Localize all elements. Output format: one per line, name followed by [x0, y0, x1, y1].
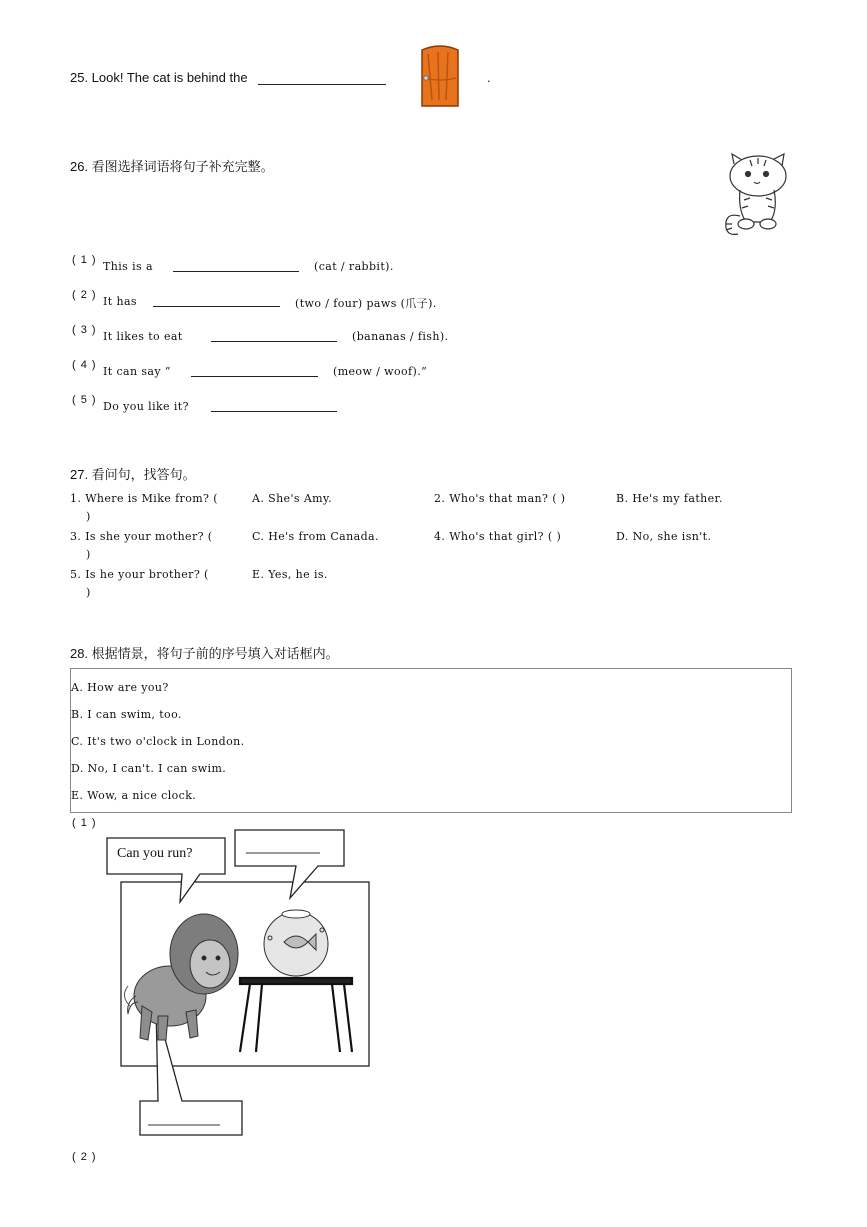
q26-item2-blank[interactable] — [153, 294, 280, 307]
q26-item4-suffix: (meow / woof).” — [333, 365, 428, 378]
q26-item4-blank[interactable] — [191, 364, 318, 377]
q28-option-c: C. It's two o'clock in London. — [71, 735, 245, 748]
q26-item2-prefix: It has — [103, 295, 137, 308]
q27-answer-c: C. He's from Canada. — [252, 530, 379, 543]
q27-question-1[interactable]: 1. Where is Mike from? ( — [70, 492, 218, 505]
q27-answer-d: D. No, she isn't. — [616, 530, 712, 543]
q28-option-a: A. How are you? — [71, 681, 169, 694]
q25-text: 25. Look! The cat is behind the — [70, 70, 248, 85]
q25-period: . — [487, 70, 491, 85]
q28-title: 28. 根据情景，将句子前的序号填入对话框内。 — [70, 646, 339, 661]
q28-option-d: D. No, I can't. I can swim. — [71, 762, 227, 775]
q28-part2-number: ( 2 ) — [72, 1151, 97, 1163]
q26-item1-blank[interactable] — [173, 259, 299, 272]
q28-part1-number: ( 1 ) — [72, 817, 97, 829]
q26-item3-suffix: (bananas / fish). — [352, 330, 449, 343]
door-icon — [418, 44, 462, 110]
q26-item4-prefix: It can say ” — [103, 365, 171, 378]
q26-item5-number: ( 5 ) — [72, 394, 97, 406]
q27-answer-b: B. He's my father. — [616, 492, 723, 505]
q27-question-4[interactable]: 4. Who's that girl? ( ) — [434, 530, 562, 543]
q27-question-3-close: ) — [86, 548, 91, 561]
bubble-left-text: Can you run? — [117, 846, 193, 861]
q27-question-3[interactable]: 3. Is she your mother? ( — [70, 530, 213, 543]
q28-option-b: B. I can swim, too. — [71, 708, 182, 721]
q26-item3-number: ( 3 ) — [72, 324, 97, 336]
q28-options-box — [70, 668, 792, 813]
q27-question-1-close: ) — [86, 510, 91, 523]
q26-item1-number: ( 1 ) — [72, 254, 97, 266]
q26-item3-prefix: It likes to eat — [103, 330, 183, 343]
q26-title: 26. 看图选择词语将句子补充完整。 — [70, 159, 274, 174]
q26-item4-number: ( 4 ) — [72, 359, 97, 371]
q26-item3-blank[interactable] — [211, 329, 337, 342]
q27-answer-e: E. Yes, he is. — [252, 568, 328, 581]
q25-answer-blank[interactable] — [258, 72, 386, 85]
q27-question-5[interactable]: 5. Is he your brother? ( — [70, 568, 209, 581]
q27-question-2[interactable]: 2. Who's that man? ( ) — [434, 492, 566, 505]
q26-item2-suffix: (two / four) paws (爪子). — [295, 297, 437, 310]
q27-question-5-close: ) — [86, 586, 91, 599]
cat-icon — [720, 150, 795, 238]
q27-answer-a: A. She's Amy. — [252, 492, 333, 505]
q26-item2-number: ( 2 ) — [72, 289, 97, 301]
q26-item5-blank[interactable] — [211, 399, 337, 412]
q26-item5-prefix: Do you like it? — [103, 400, 189, 413]
q28-option-e: E. Wow, a nice clock. — [71, 789, 197, 802]
scene-lion-fish — [100, 826, 390, 1140]
q27-title: 27. 看问句，找答句。 — [70, 467, 196, 482]
q26-item1-suffix: (cat / rabbit). — [314, 260, 394, 273]
q26-item1-prefix: This is a — [103, 260, 153, 273]
